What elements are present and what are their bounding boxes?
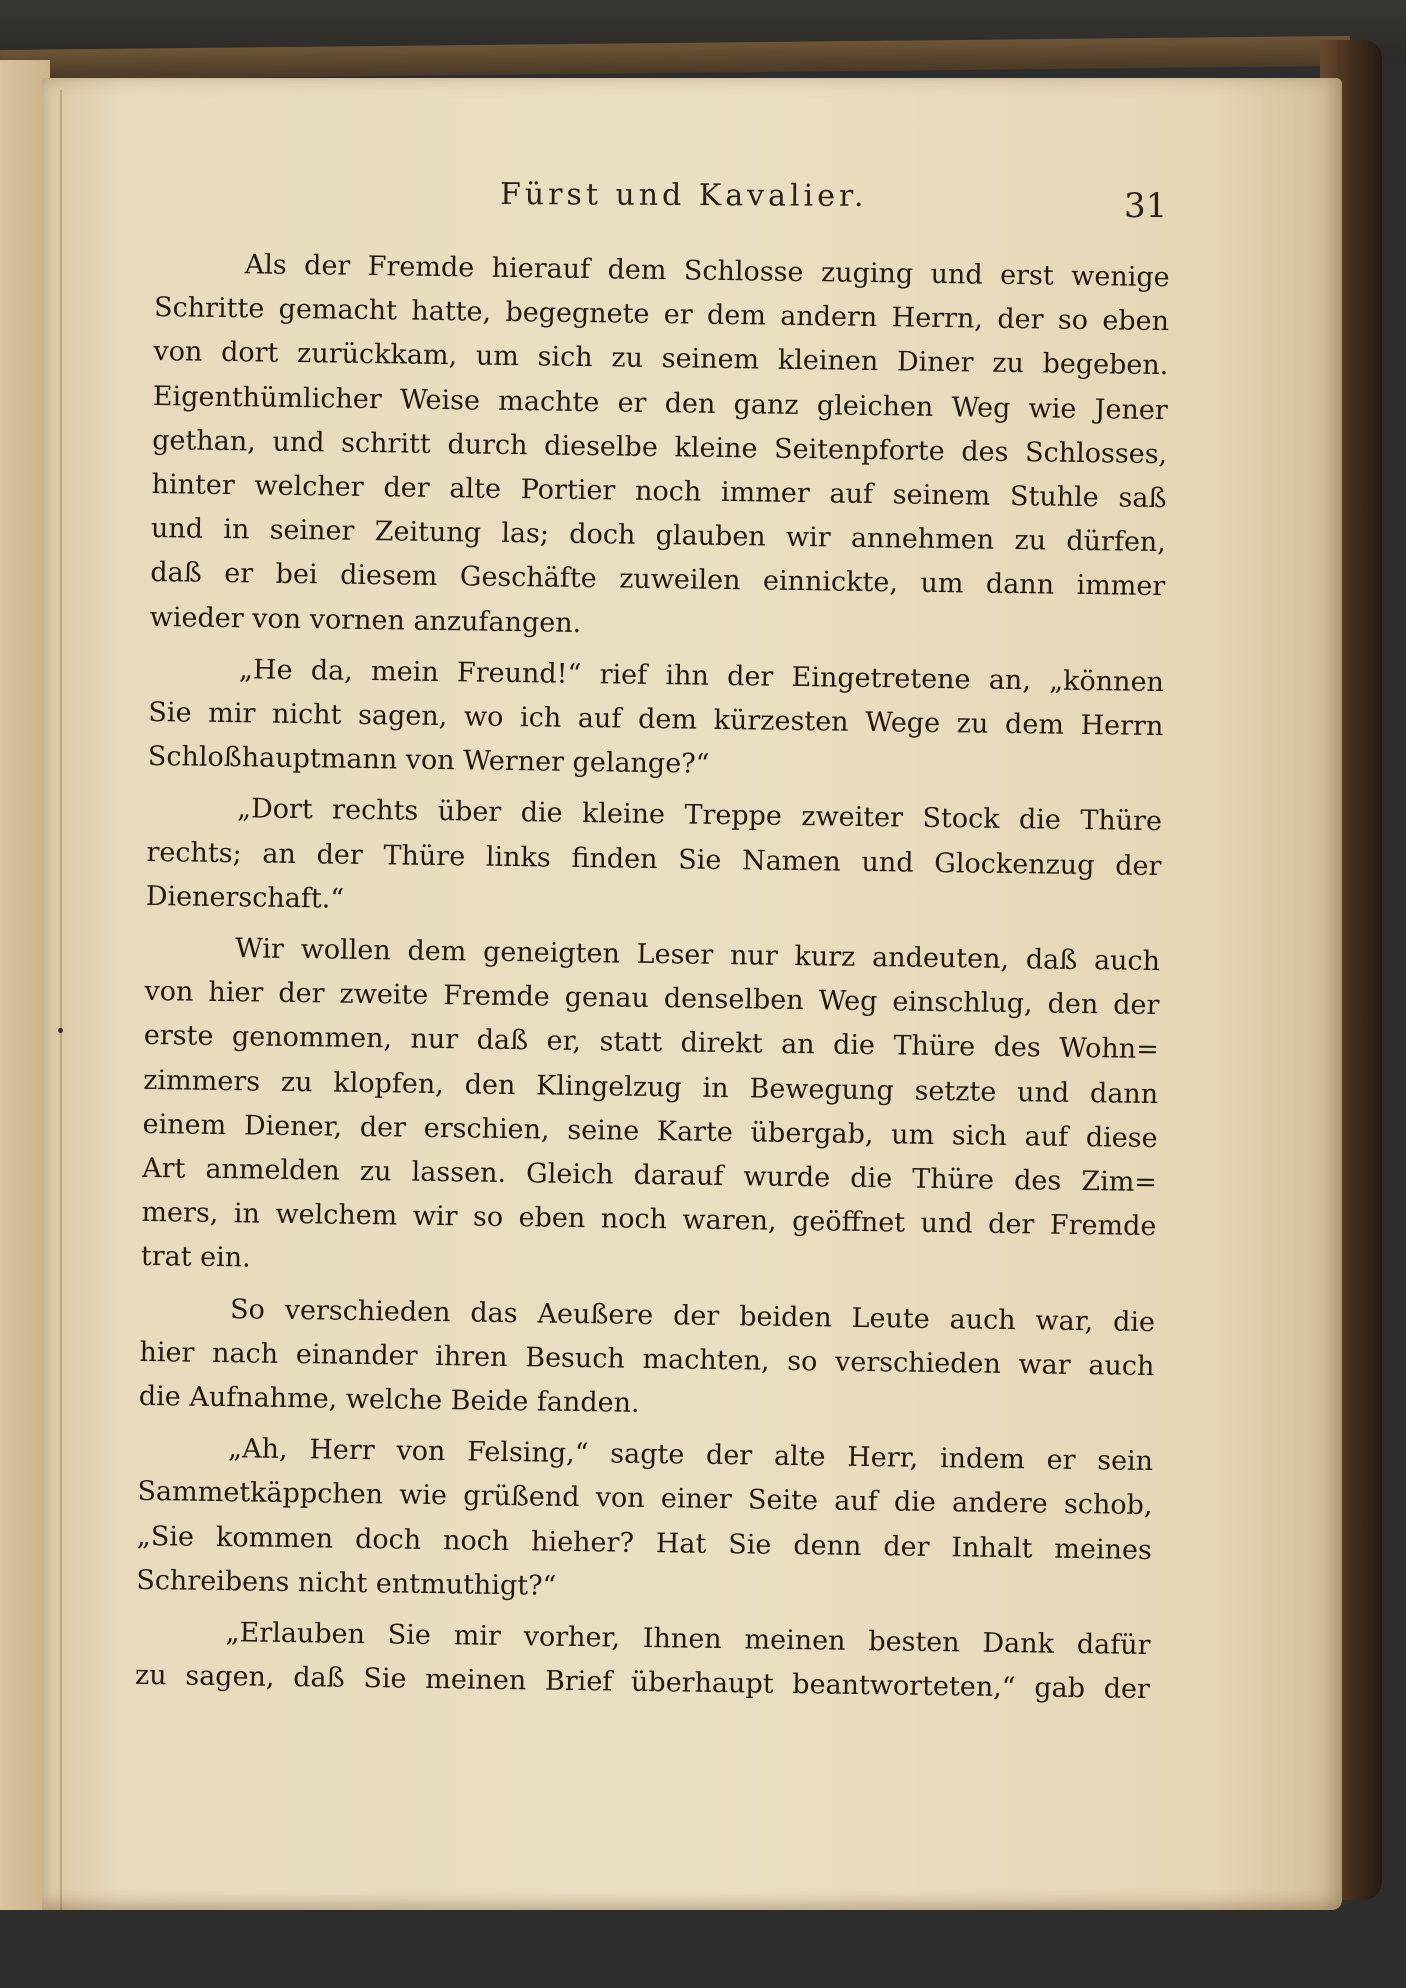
text-line: und in seiner Zeitung las; doch glauben wir annehmen zu dürfen, — [150, 513, 1167, 559]
text-line: gethan, und schritt durch dieselbe kleine Seitenpforte des Schlosses, — [152, 424, 1168, 470]
text-line: hinter welcher der alte Portier noch immer auf seinem Stuhle saß — [151, 468, 1167, 515]
text-line: So verschieden das Aeußere der beiden Leute auch war, die — [229, 1293, 1156, 1338]
text-line: zu sagen, daß Sie meinen Brief überhaupt beantworteten,“ gab der — [134, 1660, 1151, 1706]
text-line: von hier der zweite Fremde genau denselben Weg einschlug, den der — [144, 976, 1160, 1022]
page-number: 31 — [1124, 186, 1168, 226]
text-line: Dienerschaft.“ — [145, 880, 345, 915]
text-line: mers, in welchem wir so eben noch waren, geöffnet und der Fremde — [141, 1197, 1157, 1243]
paragraph — [136, 1426, 1153, 1617]
text-line: hier nach einander ihren Besuch machten, so verschieden war auch — [139, 1336, 1155, 1382]
text-line: Schloßhauptmann von Werner gelange?“ — [147, 741, 710, 781]
text-line: von dort zurückkam, um sich zu seinem kleinen Diner zu begeben. — [153, 336, 1169, 382]
text-line: rechts; an der Thüre links finden Sie Namen und Glockenzug der — [146, 836, 1162, 882]
text-line: wieder von vornen anzufangen. — [149, 601, 582, 639]
text-line: „Dort rechts über die kleine Treppe zweiter Stock die Thüre — [236, 793, 1163, 838]
text-line: die Aufnahme, welche Beide fanden. — [138, 1380, 640, 1419]
text-line: Sie mir nicht sagen, wo ich auf dem kürzesten Wege zu dem Herrn — [148, 696, 1164, 743]
text-line: „Ah, Herr von Felsing,“ sagte der alte Herr, indem er sein — [227, 1433, 1154, 1478]
text-line: Sammetkäppchen wie grüßend von einer Seite auf die andere schob, — [137, 1476, 1153, 1522]
body-text — [135, 242, 1170, 1720]
margin-mark — [58, 1028, 63, 1033]
text-line: daß er bei diesem Geschäfte zuweilen einnickte, um dann immer — [150, 557, 1166, 603]
text-line: „He da, mein Freund!“ rief ihn der Eingetretene an, „können — [238, 654, 1165, 698]
text-line: einem Diener, der erschien, seine Karte übergab, um sich auf diese — [142, 1108, 1158, 1154]
text-line: Eigenthümlicher Weise machte er den ganz gleichen Weg wie Jener — [152, 380, 1168, 426]
paragraph — [147, 647, 1164, 794]
paragraph — [139, 1287, 1156, 1434]
text-line: trat ein. — [140, 1241, 251, 1274]
paragraph — [135, 1610, 1151, 1713]
text-line: Als der Fremde hierauf dem Schlosse zuging und erst wenige — [244, 249, 1170, 294]
text-line: erste genommen, nur daß er, statt direkt an die Thüre des Wohn= — [143, 1020, 1160, 1066]
text-line: zimmers zu klopfen, den Klingelzug in Bewegung setzte und dann — [143, 1064, 1159, 1110]
text-line: „Sie kommen doch noch hieher? Hat Sie denn der Inhalt meines — [136, 1520, 1153, 1566]
text-line: Art anmelden zu lassen. Gleich darauf wurde die Thüre des Zim= — [141, 1152, 1158, 1199]
running-title: Fürst und Kavalier. — [499, 177, 868, 214]
text-line: Schreibens nicht entmuthigt?“ — [136, 1564, 557, 1602]
text-line: „Erlauben Sie mir vorher, Ihnen meinen besten Dank dafür — [225, 1617, 1151, 1662]
page-gutter — [60, 90, 62, 1910]
text-line: Schritte gemacht hatte, begegnete er dem andern Herrn, der so eben — [153, 292, 1170, 338]
paragraph — [149, 242, 1169, 654]
paragraph — [146, 786, 1163, 933]
paragraph — [141, 926, 1161, 1294]
text-line: Wir wollen dem geneigten Leser nur kurz andeuten, daß auch — [234, 933, 1161, 978]
